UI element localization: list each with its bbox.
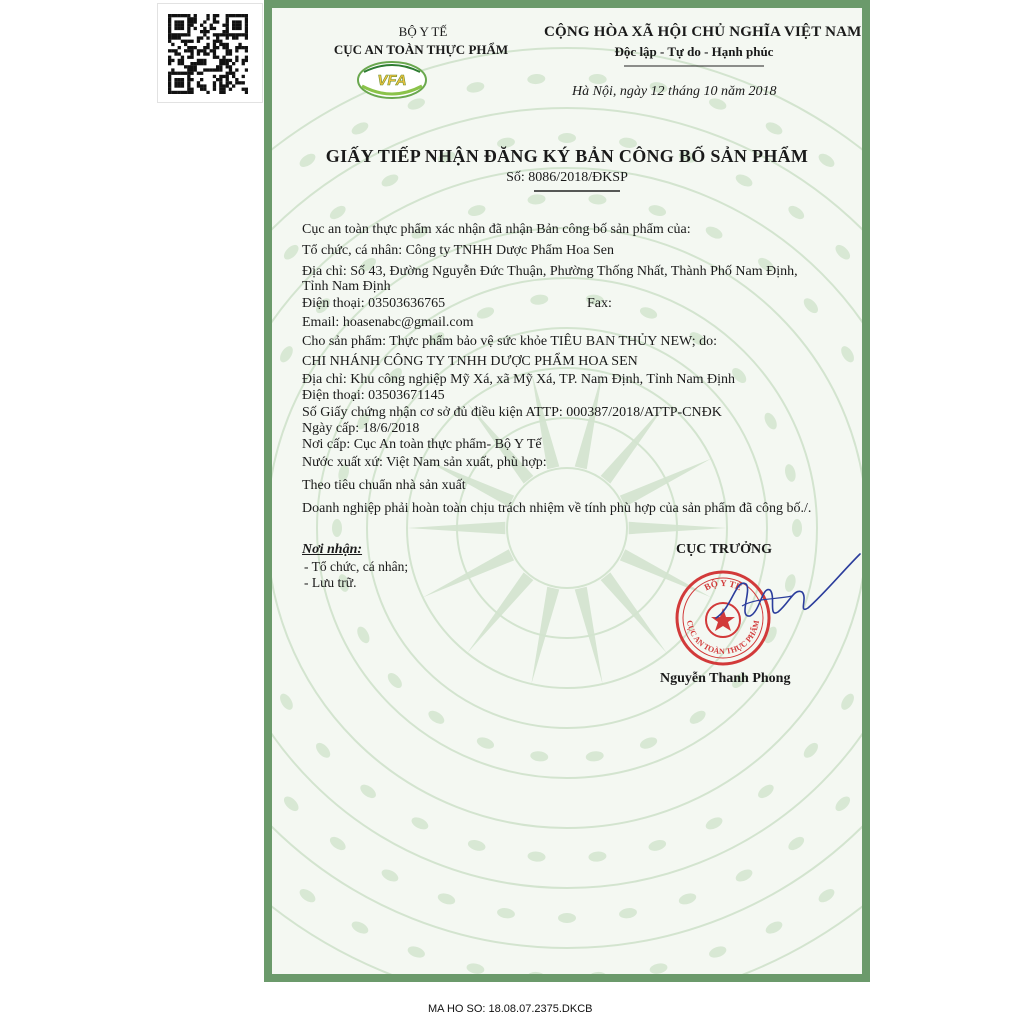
vfa-logo-icon bbox=[354, 60, 430, 100]
republic-heading: CỘNG HÒA XÃ HỘI CHỦ NGHĨA VIỆT NAM bbox=[544, 24, 862, 40]
body-line: Cho sản phẩm: Thực phẩm bảo vệ sức khỏe TIÊU BAN THỦY NEW; do: bbox=[302, 334, 718, 349]
issue-date: Hà Nội, ngày 12 tháng 10 năm 2018 bbox=[572, 84, 777, 99]
svg-text:VFA: VFA bbox=[377, 72, 407, 89]
record-code: MA HO SO: 18.08.07.2375.DKCB bbox=[428, 1003, 593, 1015]
body-line: Cục an toàn thực phẩm xác nhận đã nhận Bản công bố sản phẩm của: bbox=[302, 222, 691, 237]
body-line: Nước xuất xứ: Việt Nam sản xuất, phù hợp: bbox=[302, 455, 547, 470]
recipient-item: - Lưu trữ. bbox=[304, 575, 357, 590]
qr-code-icon bbox=[168, 14, 248, 94]
body-line: Điện thoại: 03503636765 bbox=[302, 296, 446, 311]
recipients-title: Nơi nhận: bbox=[302, 542, 363, 557]
body-line: Địa chỉ: Khu công nghiệp Mỹ Xá, xã Mỹ Xá, TP. Nam Định, Tỉnh Nam Định bbox=[302, 372, 736, 387]
body-line: Điện thoại: 03503671145 bbox=[302, 388, 445, 403]
body-line: Doanh nghiệp phải hoàn toàn chịu trách nhiệm về tính phù hợp của sản phẩm đã công bố./. bbox=[302, 501, 812, 516]
motto-underline bbox=[624, 64, 764, 68]
body-line: Theo tiêu chuẩn nhà sản xuất bbox=[302, 478, 466, 493]
svg-text:CỤC AN TOÀN THỰC PHẨM: CỤC AN TOÀN THỰC PHẨM bbox=[685, 619, 762, 657]
svg-text:BỘ Y TẾ: BỘ Y TẾ bbox=[702, 577, 744, 593]
body-line: Tỉnh Nam Định bbox=[302, 279, 391, 294]
certificate-frame bbox=[264, 0, 870, 982]
department-name: CỤC AN TOÀN THỰC PHẨM bbox=[333, 42, 509, 57]
ministry-name: BỘ Y TẾ bbox=[398, 24, 448, 39]
document-title: GIẤY TIẾP NHẬN ĐĂNG KÝ BẢN CÔNG BỐ SẢN PHẨM bbox=[325, 146, 809, 166]
qr-code-box bbox=[157, 3, 263, 103]
signer-name: Nguyễn Thanh Phong bbox=[660, 671, 791, 686]
body-line: Ngày cấp: 18/6/2018 bbox=[302, 421, 420, 436]
national-motto: Độc lập - Tự do - Hạnh phúc bbox=[614, 44, 774, 59]
body-line: Số Giấy chứng nhận cơ sở đủ điều kiện ATTP: 000387/2018/ATTP-CNĐK bbox=[302, 405, 722, 420]
certificate-paper bbox=[272, 8, 862, 974]
body-line: Email: hoasenabc@gmail.com bbox=[302, 315, 474, 330]
recipient-item: - Tổ chức, cá nhân; bbox=[304, 559, 409, 574]
body-line: Tổ chức, cá nhân: Công ty TNHH Dược Phẩm Hoa Sen bbox=[302, 243, 614, 258]
handwritten-signature bbox=[712, 548, 862, 658]
fax-label: Fax: bbox=[587, 296, 612, 311]
doc-number-underline bbox=[534, 189, 620, 193]
body-line: CHI NHÁNH CÔNG TY TNHH DƯỢC PHẨM HOA SEN bbox=[302, 354, 638, 369]
body-line: Địa chỉ: Số 43, Đường Nguyễn Đức Thuận, Phường Thống Nhất, Thành Phố Nam Định, bbox=[302, 264, 798, 279]
document-number: Số: 8086/2018/ĐKSP bbox=[506, 170, 628, 185]
signer-position: CỤC TRƯỞNG bbox=[676, 542, 773, 557]
body-line: Nơi cấp: Cục An toàn thực phẩm- Bộ Y Tế bbox=[302, 437, 542, 452]
